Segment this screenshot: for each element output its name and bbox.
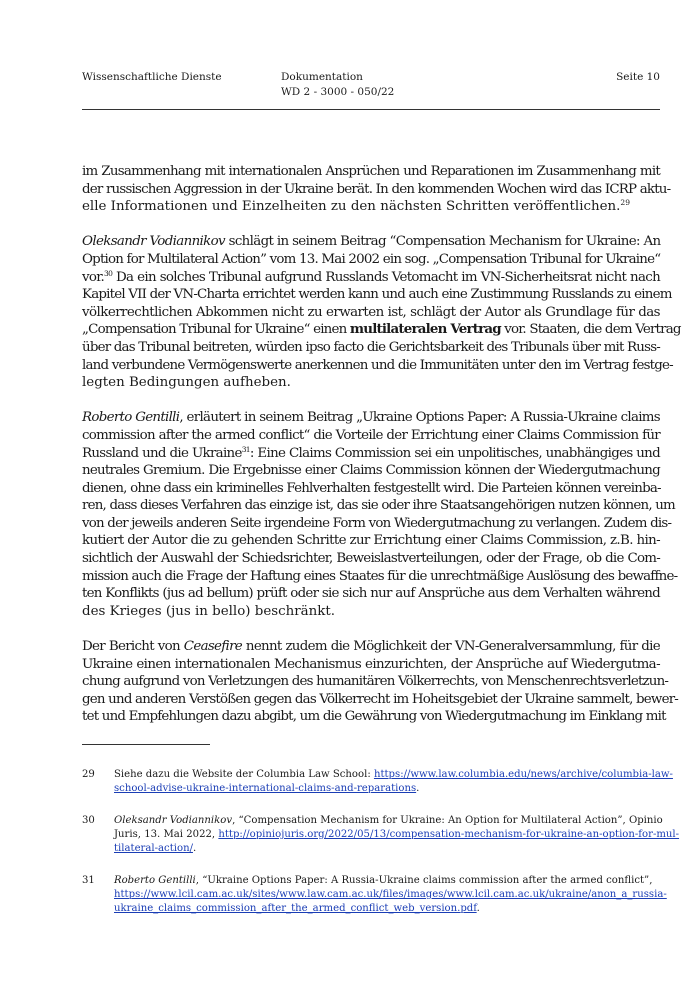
footnote-29: 29 Siehe dazu die Website der Columbia Law School: https://www.law.columbia.edu/news/archive/columbia-law- school-advise-ukraine-international-claims-and-reparations. [82, 769, 673, 794]
footnote-ref-29[interactable]: 29 [620, 198, 630, 208]
header-doc-info [281, 70, 394, 100]
author-name: Roberto Gentilli [82, 410, 180, 426]
paragraph-ceasefire: Der Bericht von Ceasefire nennt zudem die Möglichkeit der VN-Generalversammlung, für die Ukraine einen internationalen Mechanismus einzurichten, der Ansprüche auf Wiedergutma- chung aufgrund von Verletzungen des humanitären Völkerrechts, von Menschenrechtsverletzun- gen und anderen Verstößen gegen das Völkerrecht im Hoheitsgebiet der Ukraine sammelt, bewer- tet und Empfehlungen dazu abgibt, um die Gewährung von Wiedergutmachung im Einklang mit [82, 639, 679, 725]
opinio-juris-link-cont[interactable]: tilateral-action/ [114, 843, 193, 854]
footnotes [82, 768, 680, 934]
footnote-30: 30 Oleksandr Vodiannikov, “Compensation Mechanism for Ukraine: An Option for Multilateral Action”, Opinio Juris, 13. Mai 2022, http://opiniojuris.org/2022/05/13/compensation-mechanism-for-ukraine-an-option-for-mul- tilateral-action/. [82, 815, 680, 854]
author-name: Roberto Gentilli [114, 875, 196, 886]
footnote-number: 31 [82, 875, 95, 886]
footnote-separator [82, 744, 210, 745]
header-page-number: Seite 10 [616, 71, 660, 83]
header-divider [82, 109, 660, 110]
columbia-law-link[interactable]: https://www.law.columbia.edu/news/archive/columbia-law- [373, 769, 673, 780]
columbia-law-link-cont[interactable]: school-advise-ukraine-international-claims-and-reparations [114, 783, 417, 794]
author-name: Oleksandr Vodiannikov [114, 815, 233, 826]
paragraph-icrp: im Zusammenhang mit internationalen Ansprüchen und Reparationen im Zusammenhang mit der russischen Aggression in der Ukraine berät. In den kommenden Wochen wird das ICRP aktu- elle Informationen und Einzelheiten zu den nächsten Schritten veröffentlichen.$^{29}$ [82, 164, 671, 215]
report-name: Ceasefire [183, 639, 243, 655]
author-name: Oleksandr Vodiannikov [82, 234, 225, 250]
footnote-number: 30 [82, 815, 95, 826]
footnote-ref-31[interactable]: 31 [241, 444, 250, 454]
lcil-cam-link[interactable]: https://www.lcil.cam.ac.uk/sites/www.law.cam.ac.uk/files/images/www.lcil.cam.ac.uk/ukraine/anon_a_russia- [114, 889, 667, 900]
header-doc-number: WD 2 - 3000 - 050/22 [281, 86, 395, 98]
footnote-ref-30[interactable]: 30 [104, 268, 113, 278]
body-text [82, 163, 681, 744]
lcil-cam-link-cont[interactable]: ukraine_claims_commission_after_the_armed_conflict_web_version.pdf [114, 903, 477, 914]
paragraph-vodiannikov: Oleksandr Vodiannikov schlägt in seinem Beitrag “Compensation Mechanism for Ukraine: An Option for Multilateral Action” vom 13. Mai 2002 ein sog. „Compensation Tribunal for Ukraine“ vor.$^{30}$ Da ein solches Tribunal aufgrund Russlands Vetomacht im VN-Sicherheitsrat nicht nach Kapitel VII der VN-Charta errichtet werden kann und auch eine Zustimmung Russlands zu einem völkerrechtlichen Abkommen nicht zu erwarten ist, schlägt der Autor als Grundlage für das „Compensation Tribunal for Ukraine“ einen multilateralen Vertrag vor. Staaten, die dem Vertrag über das Tribunal beitreten, würden ipso facto die Gerichtsbarkeit des Tribunals über mit Russ- land verbundene Vermögenswerte anerkennen und die Immunitäten unter den im Vertrag festge- legten Bedingungen aufheben. [82, 234, 681, 391]
opinio-juris-link[interactable]: http://opiniojuris.org/2022/05/13/compensation-mechanism-for-ukraine-an-option-for-mul- [218, 829, 680, 840]
paragraph-gentilli: Roberto Gentilli, erläutert in seinem Beitrag „Ukraine Options Paper: A Russia-Ukraine claims commission after the armed conflict“ die Vorteile der Errichtung einer Claims Commission für Russland und die Ukraine$^{31}$: Eine Claims Commission sei ein unpolitisches, unabhängiges und neutrales Gremium. Die Ergebnisse einer Claims Commission können der Wiedergutmachung dienen, ohne dass ein kriminelles Fehlverhalten festgestellt wird. Die Parteien können vereinba- ren, dass dieses Verfahren das einzige ist, das sie oder ihre Staatsangehörigen nutzen können, um von der jeweils anderen Seite irgendeine Form von Wiedergutmachung zu verlangen. Zudem dis- kutiert der Autor die zu gehenden Schritte zur Errichtung einer Claims Commission, z.B. hin- sichtlich der Auswahl der Schiedsrichter, Beweislastverteilungen, oder der Frage, ob die Com- mission auch die Frage der Haftung eines Staates für die unrechtmäßige Auslösung des bewaffne- ten Konflikts (jus ad bellum) prüft oder sie sich nur auf Ansprüche aus dem Verhalten während des Krieges (jus in bello) beschränkt. [82, 410, 678, 619]
emphasis-multilateral-treaty: multilateralen Vertrag [349, 321, 501, 338]
header-doc-type: Dokumentation [281, 71, 363, 83]
header-department: Wissenschaftliche Dienste [82, 71, 222, 83]
footnote-number: 29 [82, 769, 95, 780]
footnote-31: 31 Roberto Gentilli, “Ukraine Options Paper: A Russia-Ukraine claims commission after the armed conflict”, https://www.lcil.cam.ac.uk/sites/www.law.cam.ac.uk/files/images/www.lcil.cam.ac.uk/ukraine/anon_a_russia- ukraine_claims_commission_after_the_armed_conflict_web_version.pdf. [82, 875, 667, 914]
